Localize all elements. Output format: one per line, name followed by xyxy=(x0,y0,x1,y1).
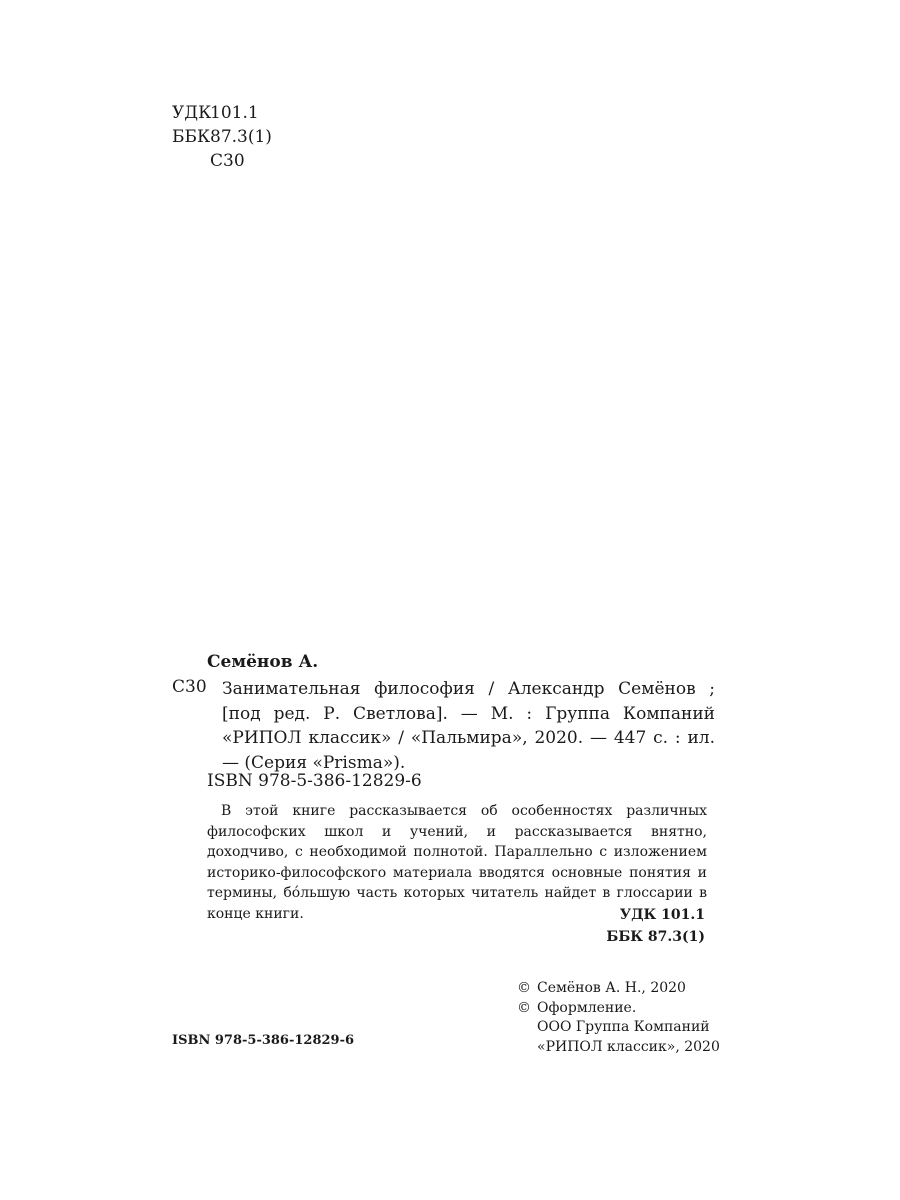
bbk-row xyxy=(172,125,272,149)
copyright-block xyxy=(517,979,720,1057)
udk-label: УДК xyxy=(172,103,212,123)
author-heading: Семёнов А. xyxy=(207,652,319,672)
annotation: В этой книге рассказывается об особенностях различных философских школ и учений, и рассказывается внятно, доходчиво, с необходимой полнотой. Параллельно с изложением историко-философского материала вводятся основные понятия и термины, бóльшую часть которых читатель найдет в глоссарии в конце книги. xyxy=(207,803,707,922)
classification-codes-right xyxy=(560,904,705,948)
classification-codes-top xyxy=(172,101,272,173)
copyright-icon: © xyxy=(517,980,531,996)
copyright-design: Оформление. xyxy=(537,999,637,1016)
udk-right: УДК 101.1 xyxy=(619,907,705,923)
copyright-author-line xyxy=(517,979,720,999)
copyright-icon: © xyxy=(517,999,531,1016)
bbk-right: ББК 87.3(1) xyxy=(606,929,705,945)
isbn-footer: ISBN 978-5-386-12829-6 xyxy=(172,1033,355,1048)
bibliographic-description: Занимательная философия / Александр Семёнов ; [под ред. Р. Светлова]. — М. : Группа Компаний «РИПОЛ классик» / «Пальмира», 2020. — 447 с. : ил. — (Серия «Prisma»). xyxy=(222,679,715,773)
author-mark-top: С30 xyxy=(210,151,245,171)
bbk-label: ББК xyxy=(172,127,211,147)
bbk-value: 87.3(1) xyxy=(210,127,272,147)
copyright-author: Семёнов А. Н., 2020 xyxy=(537,980,686,996)
copyright-publisher-name: «РИПОЛ классик», 2020 xyxy=(537,1038,720,1055)
udk-value: 101.1 xyxy=(210,103,259,123)
isbn-main: ISBN 978-5-386-12829-6 xyxy=(207,771,422,791)
copyright-design-line xyxy=(517,999,720,1019)
udk-row xyxy=(172,101,272,125)
copyright-publisher: ООО Группа Компаний xyxy=(537,1019,710,1035)
author-mark: С30 xyxy=(172,677,207,697)
